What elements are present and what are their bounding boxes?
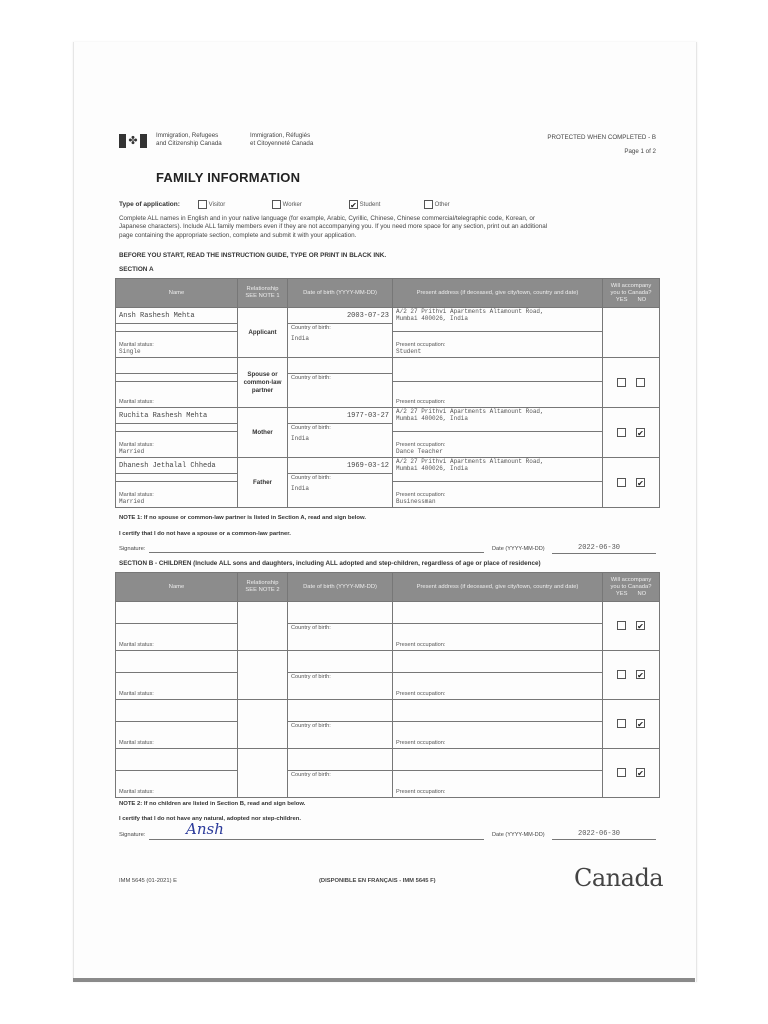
student-checkbox[interactable]: ✔ <box>350 201 357 210</box>
relationship-cell <box>238 358 288 408</box>
table-row <box>116 308 660 324</box>
member-marital[interactable]: Single <box>119 348 141 355</box>
country-label: Country of birth: <box>291 425 331 431</box>
table-row <box>116 458 660 474</box>
accompany-no-checkbox[interactable]: ✔ <box>637 428 644 438</box>
before-start-notice: BEFORE YOU START, READ THE INSTRUCTION GUIDE, TYPE OR PRINT IN BLACK INK. <box>119 252 387 259</box>
occupation-label: Present occupation: <box>396 399 446 405</box>
marital-label: Marital status: <box>119 740 154 746</box>
section-b-table <box>115 572 660 798</box>
protected-notice: PROTECTED WHEN COMPLETED - B <box>547 134 656 141</box>
accompany-yes-checkbox[interactable] <box>617 378 626 387</box>
marital-label: Marital status: <box>119 492 154 498</box>
accompany-yes-checkbox[interactable] <box>617 719 626 728</box>
member-country[interactable]: India <box>291 485 310 492</box>
note-1-date[interactable]: 2022-06-30 <box>578 544 621 552</box>
country-label: Country of birth: <box>291 674 331 680</box>
member-address-2[interactable]: Mumbai 400026, India <box>396 415 469 422</box>
country-label: Country of birth: <box>291 772 331 778</box>
table-row <box>116 408 660 424</box>
accompany-no-checkbox[interactable]: ✔ <box>637 478 644 488</box>
form-page <box>73 42 697 982</box>
child-relationship-field[interactable] <box>238 602 288 651</box>
other-label: Other <box>434 202 450 209</box>
page-number: Page 1 of 2 <box>624 148 656 155</box>
child-address-field[interactable] <box>393 700 603 722</box>
child-name-field[interactable] <box>116 749 238 771</box>
occupation-label: Present occupation: <box>396 789 446 795</box>
accompany-yes-checkbox[interactable] <box>617 670 626 679</box>
note-1-title: NOTE 1: If no spouse or common-law partner is listed in Section A, read and sign below. <box>119 515 367 521</box>
note-2-title: NOTE 2: If no children are listed in Section B, read and sign below. <box>119 801 306 807</box>
accompany-cell <box>603 408 660 458</box>
note-2-date-line <box>552 839 656 840</box>
member-relationship: Father <box>253 478 272 486</box>
canada-flag-icon: ✤ <box>119 134 147 148</box>
accompany-yes-checkbox[interactable] <box>617 621 626 630</box>
note-2-certify: I certify that I do not have any natural, adopted nor step-children. <box>119 816 301 822</box>
member-relationship: Mother <box>252 428 273 436</box>
form-number: IMM 5645 (01-2021) E <box>119 878 177 884</box>
page-title: FAMILY INFORMATION <box>156 170 301 185</box>
member-relationship: Spouse or common-law partner <box>243 370 282 394</box>
member-country[interactable]: India <box>291 335 310 342</box>
member-occupation[interactable]: Student <box>396 348 422 355</box>
occupation-label: Present occupation: <box>396 492 446 498</box>
type-visitor[interactable] <box>198 200 225 209</box>
child-relationship-field[interactable] <box>238 651 288 700</box>
child-name-field[interactable] <box>116 651 238 673</box>
accompany-no-checkbox[interactable]: ✔ <box>637 720 644 730</box>
type-other[interactable] <box>424 200 450 209</box>
note-2-signature-field[interactable] <box>149 839 484 840</box>
member-marital[interactable]: Married <box>119 448 145 455</box>
accompany-cell <box>603 358 660 408</box>
col-b-name: Name <box>116 573 238 602</box>
marital-label: Marital status: <box>119 691 154 697</box>
child-dob-field[interactable] <box>288 700 393 722</box>
country-label: Country of birth: <box>291 325 331 331</box>
note-1-signature-label: Signature: <box>119 546 146 552</box>
agency-name-fr: Immigration, Réfugiés et Citoyenneté Canada <box>250 132 314 147</box>
occupation-label: Present occupation: <box>396 342 446 348</box>
note-1-certify: I certify that I do not have a spouse or a common-law partner. <box>119 531 291 537</box>
french-version-note: (DISPONIBLE EN FRANÇAIS - IMM 5645 F) <box>319 878 436 884</box>
col-b-address: Present address (if deceased, give city/town, country and date) <box>393 573 603 602</box>
agency-name-en: Immigration, Refugees and Citizenship Canada <box>156 132 222 147</box>
country-label: Country of birth: <box>291 723 331 729</box>
accompany-cell <box>603 308 660 358</box>
occupation-label: Present occupation: <box>396 442 446 448</box>
marital-label: Marital status: <box>119 642 154 648</box>
accompany-no-checkbox[interactable]: ✔ <box>637 622 644 632</box>
table-row <box>116 651 660 673</box>
member-dob[interactable]: 2003-07-23 <box>346 311 389 320</box>
member-name[interactable]: Ruchita Rashesh Mehta <box>119 411 208 420</box>
application-type-label: Type of application: <box>119 201 180 208</box>
type-worker[interactable] <box>272 200 302 209</box>
child-relationship-field[interactable] <box>238 700 288 749</box>
member-country[interactable]: India <box>291 435 310 442</box>
table-row <box>116 602 660 624</box>
type-student[interactable] <box>349 200 380 209</box>
worker-checkbox[interactable] <box>272 200 281 209</box>
child-dob-field[interactable] <box>288 749 393 771</box>
accompany-yes-checkbox[interactable] <box>617 768 626 777</box>
visitor-label: Visitor <box>208 202 226 209</box>
relationship-cell <box>238 308 288 358</box>
child-address-field[interactable] <box>393 749 603 771</box>
handwritten-signature: Ansh <box>186 820 224 838</box>
other-checkbox[interactable] <box>424 200 433 209</box>
note-1-signature-field[interactable] <box>149 552 484 553</box>
member-address-1[interactable]: A/2 27 Prithvi Apartments Altamount Road, <box>396 458 544 465</box>
accompany-no-checkbox[interactable]: ✔ <box>637 671 644 681</box>
marital-label: Marital status: <box>119 442 154 448</box>
marital-label: Marital status: <box>119 789 154 795</box>
child-relationship-field[interactable] <box>238 749 288 798</box>
member-occupation[interactable]: Businessman <box>396 498 436 505</box>
member-name[interactable]: Ansh Rashesh Mehta <box>119 311 195 320</box>
occupation-label: Present occupation: <box>396 691 446 697</box>
relationship-cell <box>238 458 288 508</box>
note-2-date[interactable]: 2022-06-30 <box>578 830 621 838</box>
member-relationship: Applicant <box>248 328 277 336</box>
instructions: Complete ALL names in English and in your native language (for example, Arabic, Cyrillic, Chinese, Chinese commercial/telegraphic code, Korean, or Japanese characters). Include ALL family members even if they are not accompanying you. If you need more space for any section, print out an additional page containing the appropriate section, complete and submit it with your application. <box>119 215 548 239</box>
table-row <box>116 358 660 374</box>
table-row <box>116 700 660 722</box>
country-label: Country of birth: <box>291 475 331 481</box>
member-address-1[interactable]: A/2 27 Prithvi Apartments Altamount Road, <box>396 308 544 315</box>
member-marital[interactable]: Married <box>119 498 145 505</box>
col-accompany: Will accompany you to Canada? YES NO <box>603 279 660 308</box>
col-dob: Date of birth (YYYY-MM-DD) <box>288 279 393 308</box>
section-b-title: SECTION B - CHILDREN (Include ALL sons and daughters, including ALL adopted and step-children, regardless of age or place of residence) <box>119 560 541 567</box>
country-label: Country of birth: <box>291 625 331 631</box>
relationship-cell <box>238 408 288 458</box>
child-address-field[interactable] <box>393 651 603 673</box>
canada-wordmark: Canada <box>574 864 664 892</box>
application-type-row <box>119 201 180 208</box>
note-2-signature-label: Signature: <box>119 832 146 838</box>
child-name-field[interactable] <box>116 602 238 624</box>
note-2-date-label: Date (YYYY-MM-DD) <box>492 832 545 838</box>
page-shadow-edge <box>73 978 695 982</box>
member-occupation[interactable]: Dance Teacher <box>396 448 443 455</box>
marital-label: Marital status: <box>119 342 154 348</box>
col-b-relationship: Relationship SEE NOTE 2 <box>238 573 288 602</box>
child-name-field[interactable] <box>116 700 238 722</box>
col-b-accompany: Will accompany you to Canada? YES NO <box>603 573 660 602</box>
accompany-yes-checkbox[interactable] <box>617 428 626 437</box>
accompany-cell <box>603 458 660 508</box>
section-a-table <box>115 278 660 508</box>
table-row <box>116 749 660 771</box>
child-address-field[interactable] <box>393 602 603 624</box>
accompany-no-checkbox[interactable] <box>636 378 645 387</box>
occupation-label: Present occupation: <box>396 740 446 746</box>
accompany-yes-checkbox[interactable] <box>617 478 626 487</box>
visitor-checkbox[interactable] <box>198 200 207 209</box>
member-address-2[interactable]: Mumbai 400026, India <box>396 465 469 472</box>
child-dob-field[interactable] <box>288 651 393 673</box>
member-name[interactable]: Dhanesh Jethalal Chheda <box>119 461 216 470</box>
member-dob[interactable]: 1969-03-12 <box>346 461 389 470</box>
col-relationship: Relationship SEE NOTE 1 <box>238 279 288 308</box>
occupation-label: Present occupation: <box>396 642 446 648</box>
accompany-no-checkbox[interactable]: ✔ <box>637 769 644 779</box>
member-address-1[interactable]: A/2 27 Prithvi Apartments Altamount Road, <box>396 408 544 415</box>
member-address-2[interactable]: Mumbai 400026, India <box>396 315 469 322</box>
country-label: Country of birth: <box>291 375 331 381</box>
child-dob-field[interactable] <box>288 602 393 624</box>
col-address: Present address (if deceased, give city/town, country and date) <box>393 279 603 308</box>
col-b-dob: Date of birth (YYYY-MM-DD) <box>288 573 393 602</box>
col-name: Name <box>116 279 238 308</box>
member-dob[interactable]: 1977-03-27 <box>346 411 389 420</box>
note-1-date-label: Date (YYYY-MM-DD) <box>492 546 545 552</box>
section-a-title: SECTION A <box>119 266 154 273</box>
note-1-date-line <box>552 553 656 554</box>
marital-label: Marital status: <box>119 399 154 405</box>
worker-label: Worker <box>282 202 302 209</box>
student-label: Student <box>359 202 381 209</box>
